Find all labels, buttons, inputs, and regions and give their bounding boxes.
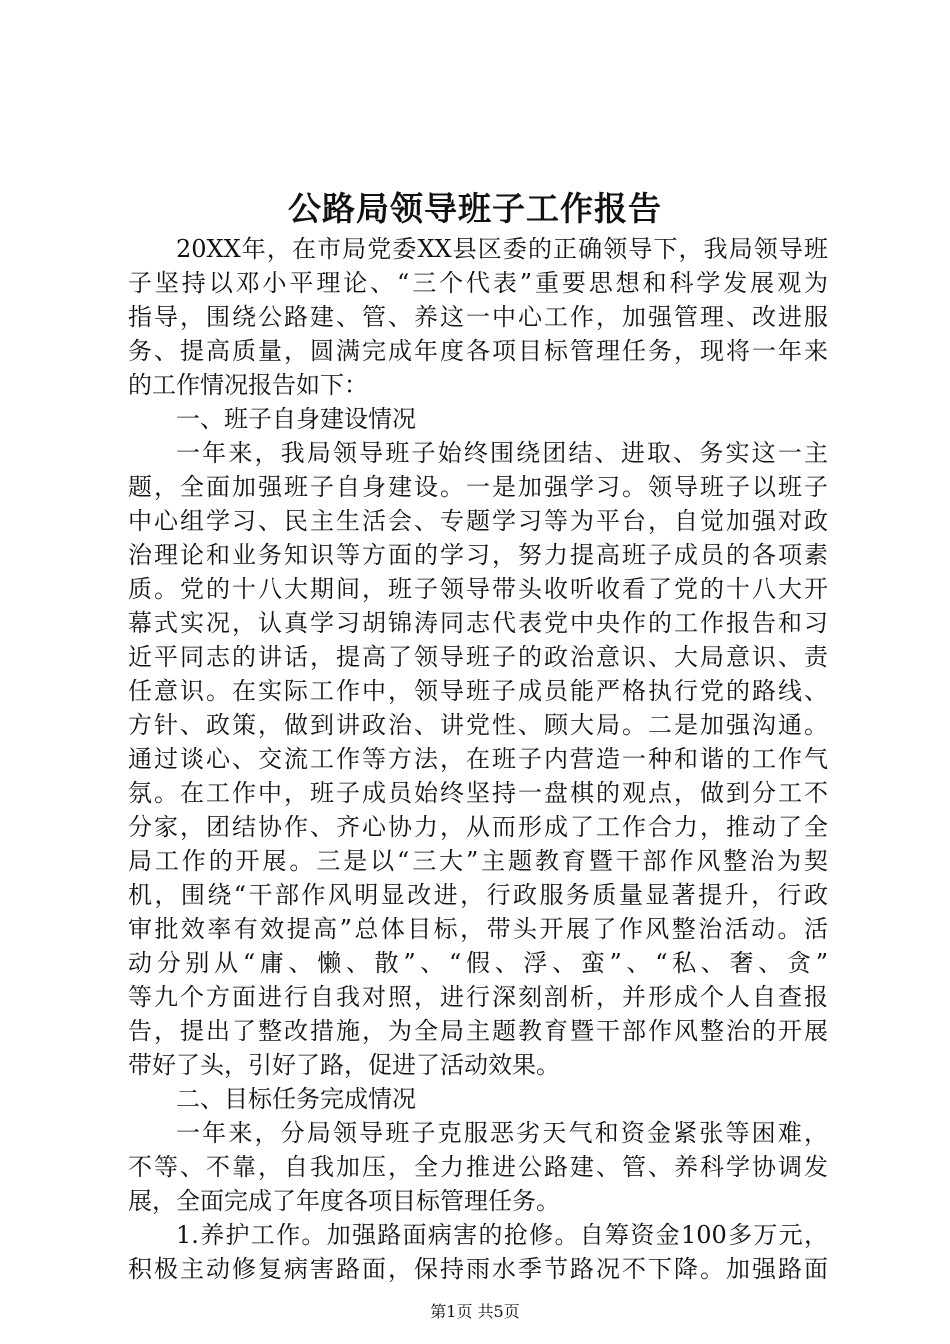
- paragraph-line: 分家，团结协作、齐心协力，从而形成了工作合力，推动了全: [128, 813, 828, 841]
- paragraph-line: 幕式实况，认真学习胡锦涛同志代表党中央作的工作报告和习: [128, 609, 828, 637]
- page-footer: 第1页 共5页: [430, 1302, 520, 1321]
- document-title: 公路局领导班子工作报告: [288, 189, 662, 228]
- paragraph-line: 局工作的开展。三是以“三大”主题教育暨干部作风整治为契: [128, 847, 828, 875]
- paragraph-line: 积极主动修复病害路面，保持雨水季节路况不下降。加强路面: [128, 1255, 828, 1283]
- paragraph-line: 告，提出了整改措施，为全局主题教育暨干部作风整治的开展: [128, 1017, 828, 1045]
- paragraph-line: 通过谈心、交流工作等方法，在班子内营造一种和谐的工作气: [128, 745, 828, 773]
- paragraph-line: 不等、不靠，自我加压，全力推进公路建、管、养科学协调发: [128, 1153, 828, 1181]
- paragraph-line: 指导，围绕公路建、管、养这一中心工作，加强管理、改进服: [128, 303, 828, 331]
- paragraph-line: 的工作情况报告如下：: [128, 371, 368, 399]
- paragraph-line: 带好了头，引好了路，促进了活动效果。: [128, 1051, 560, 1079]
- paragraph-line: 务、提高质量，圆满完成年度各项目标管理任务，现将一年来: [128, 337, 828, 365]
- paragraph-line: 一年来，我局领导班子始终围绕团结、进取、务实这一主: [176, 439, 828, 467]
- paragraph-line: 治理论和业务知识等方面的学习，努力提高班子成员的各项素: [128, 541, 828, 569]
- paragraph-line: 展，全面完成了年度各项目标管理任务。: [128, 1187, 560, 1215]
- paragraph-line: 氛。在工作中，班子成员始终坚持一盘棋的观点，做到分工不: [128, 779, 828, 807]
- paragraph-line: 20XX年，在市局党委XX县区委的正确领导下，我局领导班: [176, 235, 828, 263]
- paragraph-line: 题，全面加强班子自身建设。一是加强学习。领导班子以班子: [128, 473, 828, 501]
- paragraph-line: 任意识。在实际工作中，领导班子成员能严格执行党的路线、: [128, 677, 828, 705]
- paragraph-line: 机，围绕“干部作风明显改进，行政服务质量显著提升，行政: [128, 881, 828, 909]
- paragraph-line: 子坚持以邓小平理论、“三个代表”重要思想和科学发展观为: [128, 269, 828, 297]
- paragraph-line: 近平同志的讲话，提高了领导班子的政治意识、大局意识、责: [128, 643, 828, 671]
- paragraph-line: 方针、政策，做到讲政治、讲党性、顾大局。二是加强沟通。: [128, 711, 828, 739]
- paragraph-line: 审批效率有效提高”总体目标，带头开展了作风整治活动。活: [128, 915, 828, 943]
- section-heading: 一、班子自身建设情况: [176, 405, 416, 433]
- paragraph-line: 一年来，分局领导班子克服恶劣天气和资金紧张等困难，: [176, 1119, 828, 1147]
- paragraph-line: 质。党的十八大期间，班子领导带头收听收看了党的十八大开: [128, 575, 828, 603]
- paragraph-line: 中心组学习、民主生活会、专题学习等为平台，自觉加强对政: [128, 507, 828, 535]
- paragraph-line: 动分别从“庸、懒、散”、“假、浮、蛮”、“私、奢、贪”: [128, 949, 828, 977]
- section-heading: 二、目标任务完成情况: [176, 1085, 416, 1113]
- paragraph-line: 等九个方面进行自我对照，进行深刻剖析，并形成个人自查报: [128, 983, 828, 1011]
- paragraph-line: 1.养护工作。加强路面病害的抢修。自筹资金100多万元，: [176, 1221, 828, 1249]
